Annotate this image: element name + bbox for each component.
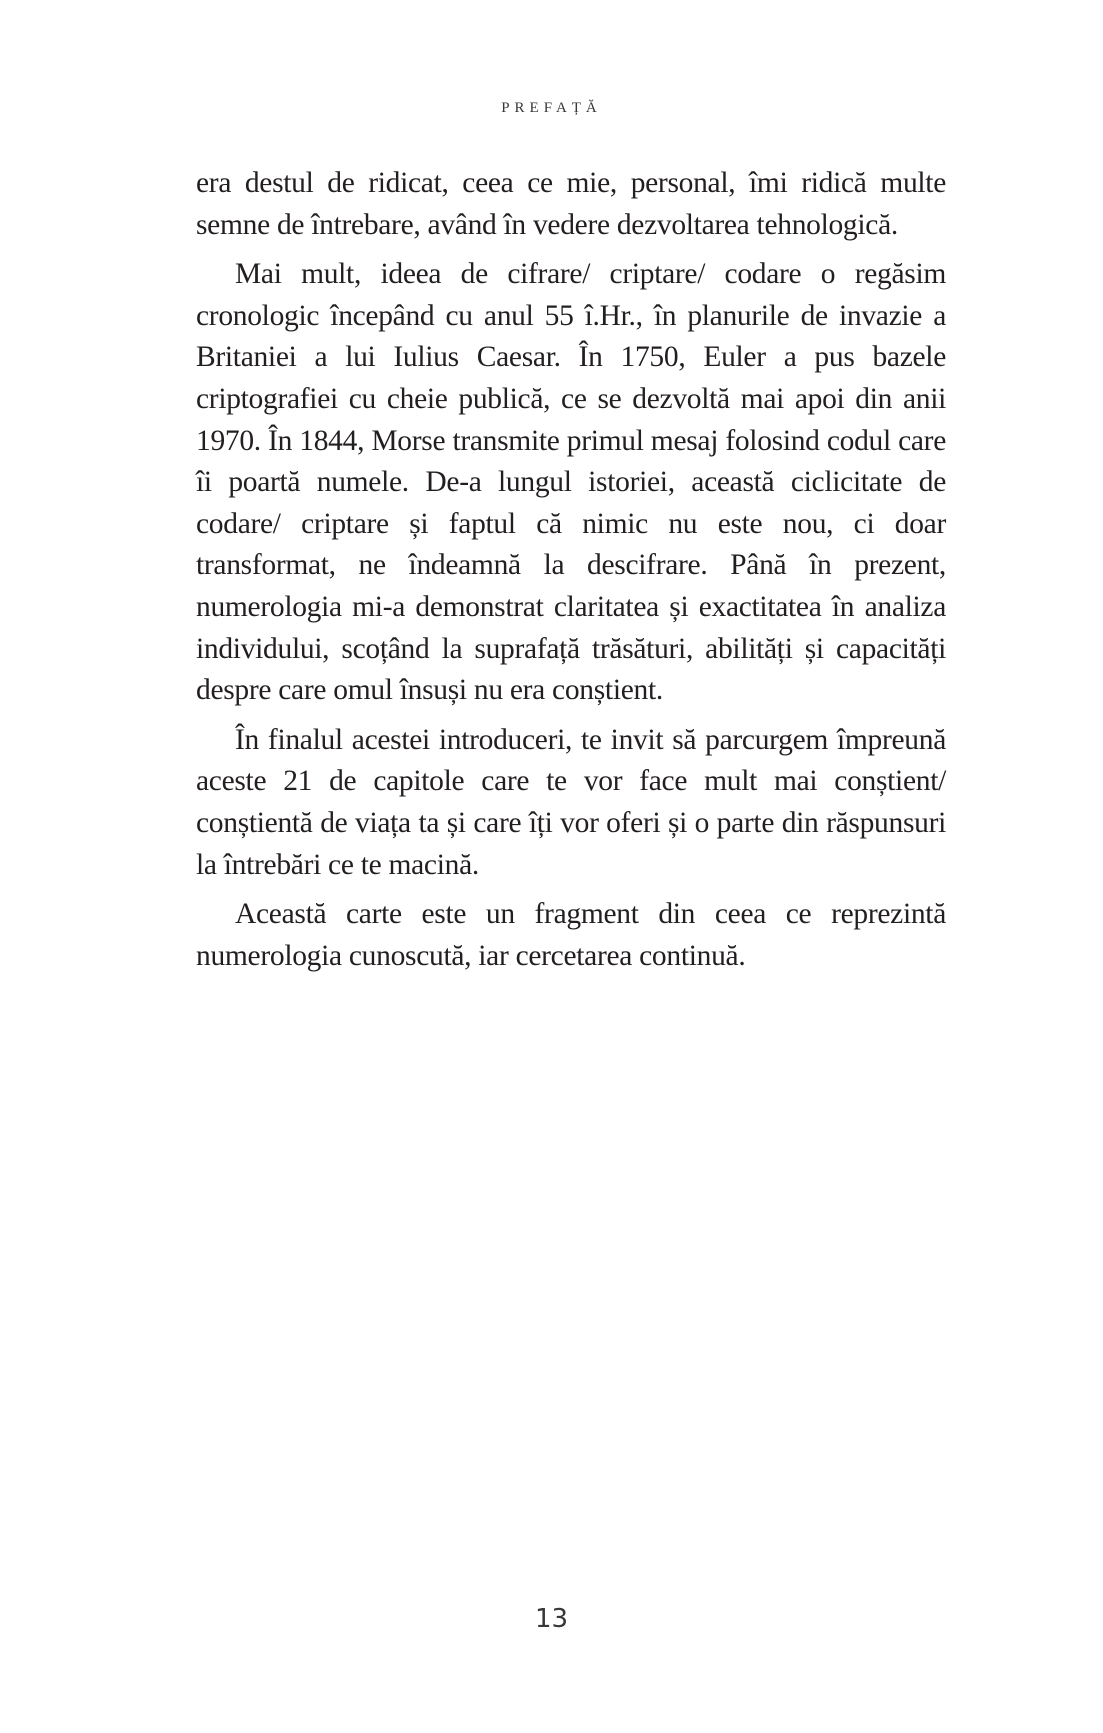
paragraph-invitation: În finalul acestei introduceri, te invit să parcurgem împreună aceste 21 de capitole care te vor face mult mai conștient/ conștientă de viața ta și care îți vor oferi și o parte din răspunsuri la întrebări ce te macină. [196,723,946,881]
page-number: 13 [534,1604,569,1634]
paragraph-closing: Această carte este un fragment din ceea ce reprezintă numerologia cunoscută, iar cercetarea continuă. [196,898,946,972]
paragraph-continuation: era destul de ridicat, ceea ce mie, personal, îmi ridică multe semne de întrebare, având în vedere dezvoltarea tehnologică. [196,167,946,241]
running-header-title: PREFAȚĂ [501,100,602,116]
paragraph-history-of-cipher: Mai mult, ideea de cifrare/ criptare/ codare o regăsim cronologic începând cu anul 55 î.Hr., în planurile de invazie a Britaniei a lui Iulius Caesar. În 1750, Euler a pus bazele criptografiei cu cheie publică, ce se dezvoltă mai apoi din anii 1970. În 1844, Morse transmite primul mesaj folosind codul care îi poartă numele. De-a lungul istoriei, această ciclicitate de codare/ criptare și faptul că nimic nu este nou, ci doar transformat, ne îndeamnă la descifrare. Până în prezent, numerologia mi-a demonstrat claritatea și exactitatea în analiza individului, scoțând la suprafață trăsături, abilități și capacități despre care omul însuși nu era conștient. [196,258,946,707]
body-text [196,163,946,977]
